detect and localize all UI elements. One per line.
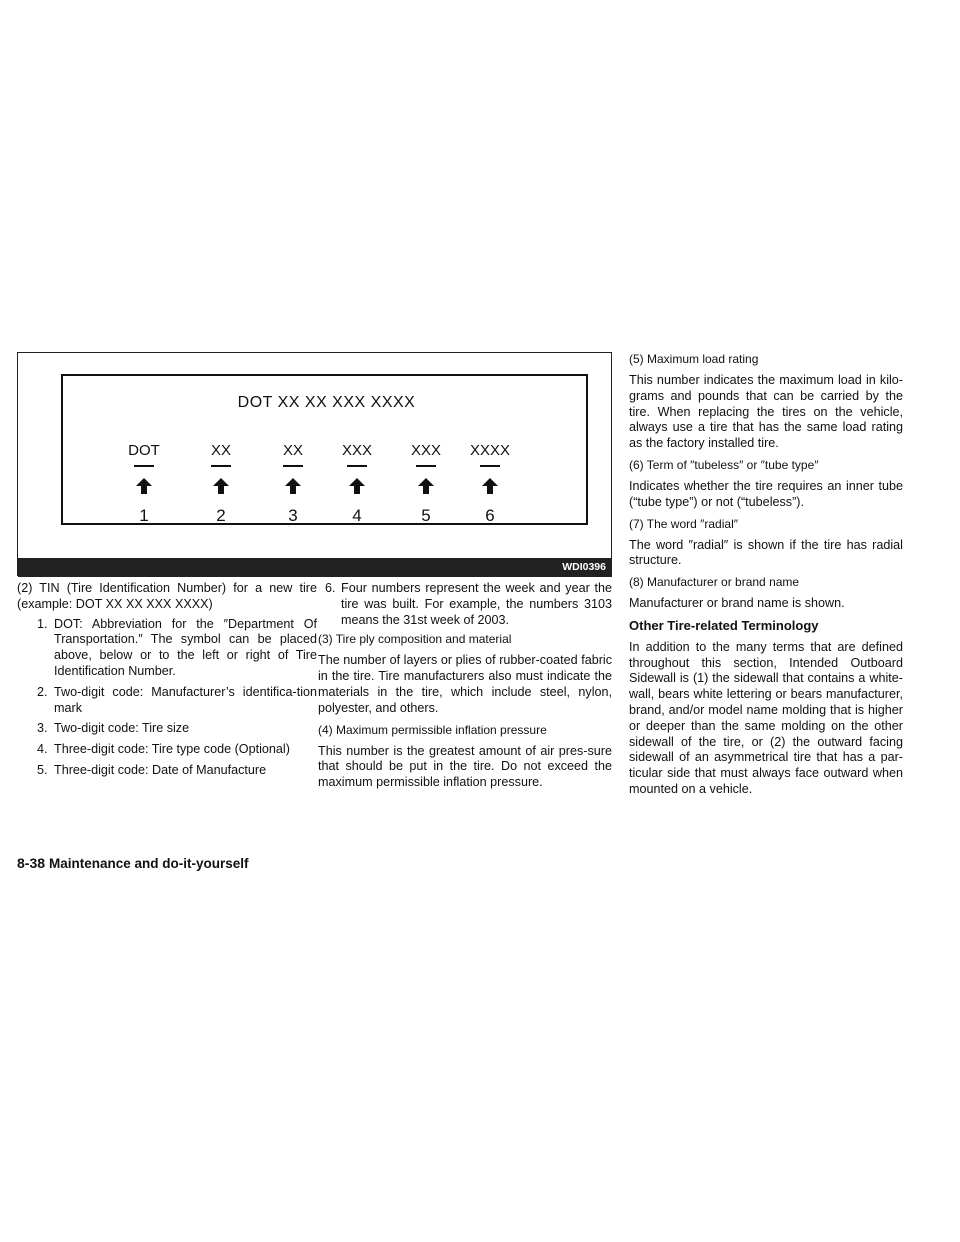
- up-arrow-icon: [284, 477, 302, 495]
- section-text: This number indicates the maximum load in kilo-grams and pounds that can be carried by the tire. When replacing the tires on the vehicle, always use a tire that has the same load rating as the factory installed tire.: [629, 373, 903, 451]
- section-heading: (6) Term of ″tubeless″ or ″tube type″: [629, 457, 819, 472]
- dash-mark: [347, 465, 367, 467]
- list-text: Three-digit code: Tire type code (Optional): [54, 742, 290, 757]
- dash-mark: [134, 465, 154, 467]
- other-terminology-text: In addition to the many terms that are defined throughout this section, Intended Outboard Sidewall is (1) the sidewall that contains a white-wall, bears white lettering or bears manufacturer, brand, and/or model name molding that is higher or deeper than the same molding on the other sidewall of the tire, or (2) the outward facing sidewall of an asymmetrical tire that has a par-ticular side that must always face outward when mounted on a vehicle.: [629, 639, 903, 796]
- section-heading: (8) Manufacturer or brand name: [629, 575, 800, 590]
- up-arrow-icon: [135, 477, 153, 495]
- dash-mark: [283, 465, 303, 467]
- figure-top-label: DOT XX XX XXX XXXX: [237, 394, 416, 411]
- section-text: The word ″radial″ is shown if the tire has radial structure.: [629, 537, 903, 568]
- up-arrow-icon: [417, 477, 435, 495]
- segment-label: XX: [210, 442, 231, 459]
- list-number: 4.: [37, 742, 48, 757]
- up-arrow-icon: [481, 477, 499, 495]
- segment-label: XX: [282, 442, 303, 459]
- section-text: The number of layers or plies of rubber-coated fabric in the tire. Tire manufacturers also must indicate the materials in the tire, which include steel, nylon, polyester, and others.: [318, 653, 612, 715]
- dash-mark: [211, 465, 231, 467]
- segment-number: 6: [485, 506, 495, 525]
- segment-number: 3: [288, 506, 298, 525]
- page-number: 8-38: [17, 855, 46, 871]
- tire-code-diagram: [61, 374, 588, 525]
- list-item: [17, 763, 317, 779]
- column-3: [629, 352, 903, 798]
- list-text: DOT: Abbreviation for the ″Department Of Transportation.″ The symbol can be placed above, below or to the left or right of Tire Identification Number.: [54, 616, 317, 678]
- list-item: [17, 721, 317, 737]
- figure-code: WDI0396: [562, 561, 606, 573]
- page-footer: [17, 855, 249, 873]
- segment-label: DOT: [128, 442, 160, 459]
- segment-number: 5: [421, 506, 431, 525]
- figure-code-bar: [18, 558, 612, 577]
- section-text: Manufacturer or brand name is shown.: [629, 596, 845, 611]
- column-1: [17, 581, 317, 779]
- other-terminology-heading: Other Tire-related Terminology: [629, 617, 819, 633]
- tin-intro: (2) TIN (Tire Identification Number) for a new tire (example: DOT XX XX XXX XXXX): [17, 581, 317, 611]
- segment-label: XXX: [410, 442, 441, 459]
- list-item: [318, 581, 612, 628]
- list-number: 3.: [37, 721, 48, 736]
- list-text: Two-digit code: Manufacturer’s identifica-tion mark: [54, 684, 317, 715]
- segment-label: XXXX: [469, 442, 511, 459]
- list-text: Four numbers represent the week and year the tire was built. For example, the numbers 3103 means the 31st week of 2003.: [341, 581, 612, 627]
- list-item: [17, 617, 317, 680]
- segment-label: XXX: [341, 442, 372, 459]
- section-heading: (5) Maximum load rating: [629, 352, 759, 366]
- dash-mark: [480, 465, 500, 467]
- section-text: This number is the greatest amount of air pres-sure that should be put in the tire. Do not exceed the maximum permissible inflation pressure.: [318, 743, 612, 790]
- list-number: 2.: [37, 684, 48, 699]
- section-heading: (7) The word ″radial″: [629, 516, 738, 531]
- dash-mark: [416, 465, 436, 467]
- section-heading: (4) Maximum permissible inflation pressure: [318, 722, 547, 737]
- list-item: [17, 685, 317, 717]
- list-number: 6.: [325, 581, 336, 595]
- segment-number: 1: [139, 506, 149, 525]
- up-arrow-icon: [212, 477, 230, 495]
- list-number: 5.: [37, 762, 48, 777]
- section-heading: (3) Tire ply composition and material: [318, 632, 512, 647]
- section-title: Maintenance and do-it-yourself: [49, 856, 249, 871]
- list-number: 1.: [37, 616, 48, 631]
- segment-number: 4: [352, 506, 362, 525]
- up-arrow-icon: [348, 477, 366, 495]
- list-text: Three-digit code: Date of Manufacture: [54, 762, 267, 777]
- list-item: [17, 742, 317, 758]
- tire-code-figure: [17, 352, 612, 576]
- segment-number: 2: [216, 506, 226, 525]
- section-text: Indicates whether the tire requires an inner tube (“tube type”) or not (“tubeless”).: [629, 478, 903, 509]
- list-text: Two-digit code: Tire size: [54, 721, 190, 736]
- column-2: [318, 581, 612, 791]
